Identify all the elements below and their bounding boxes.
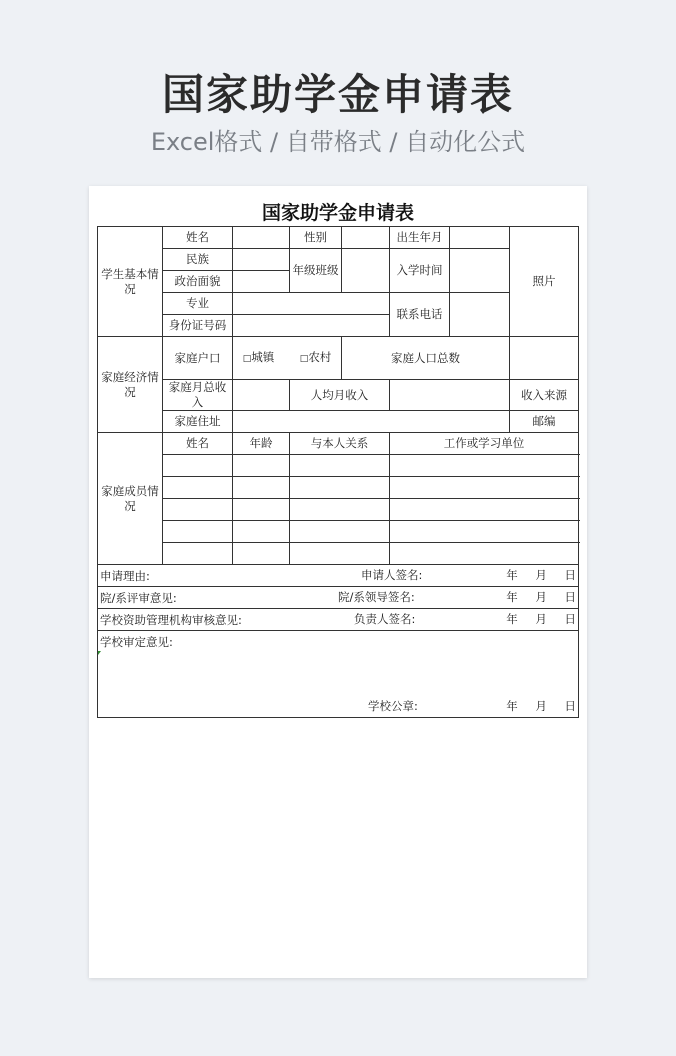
members-header-age: 年龄 <box>233 433 290 455</box>
name-field[interactable] <box>233 227 290 249</box>
postcode-label: 邮编 <box>510 411 579 433</box>
school-date-label: 年 月 日 <box>506 699 576 713</box>
student-section-label: 学生基本情况 <box>98 227 163 337</box>
birth-label: 出生年月 <box>390 227 450 249</box>
dept-sign-label: 院/系领导签名: <box>338 590 415 604</box>
members-section-label: 家庭成员情况 <box>98 433 163 565</box>
applicant-sign-label: 申请人签名: <box>361 568 423 582</box>
photo-cell: 照片 <box>510 227 579 337</box>
member-age-cell[interactable] <box>233 543 290 565</box>
id-number-field[interactable] <box>233 315 390 337</box>
phone-label: 联系电话 <box>390 293 450 337</box>
dept-date-label: 年 月 日 <box>506 590 576 604</box>
member-row <box>98 521 579 543</box>
monthly-income-field[interactable] <box>233 380 290 411</box>
school-opinion-box[interactable] <box>98 631 579 718</box>
member-relation-cell[interactable] <box>290 521 390 543</box>
member-name-cell[interactable] <box>163 477 233 499</box>
member-relation-cell[interactable] <box>290 455 390 477</box>
urban-label: 城镇 <box>251 349 275 364</box>
member-relation-cell[interactable] <box>290 477 390 499</box>
birth-field[interactable] <box>450 227 510 249</box>
applicant-date-label: 年 月 日 <box>506 568 576 582</box>
member-row <box>98 455 579 477</box>
member-name-cell[interactable] <box>163 543 233 565</box>
cell-marker-icon <box>98 651 101 655</box>
banner-title: 国家助学金申请表 <box>161 70 514 119</box>
gender-label: 性别 <box>290 227 342 249</box>
member-name-cell[interactable] <box>163 499 233 521</box>
form-sheet <box>89 186 587 978</box>
members-header-workplace: 工作或学习单位 <box>390 433 579 455</box>
school-seal-label: 学校公章: <box>368 699 418 713</box>
member-age-cell[interactable] <box>233 499 290 521</box>
dept-opinion-label: 院/系评审意见: <box>100 591 177 605</box>
rural-label: 农村 <box>308 349 332 364</box>
name-label: 姓名 <box>163 227 233 249</box>
agency-opinion-label: 学校资助管理机构审核意见: <box>100 613 242 627</box>
household-label: 家庭户口 <box>163 337 233 380</box>
enroll-time-field[interactable] <box>450 249 510 293</box>
member-row <box>98 499 579 521</box>
member-workplace-cell[interactable] <box>390 455 579 477</box>
family-size-label: 家庭人口总数 <box>342 337 510 380</box>
dept-opinion-box[interactable] <box>98 587 579 609</box>
member-relation-cell[interactable] <box>290 499 390 521</box>
agency-sign-label: 负责人签名: <box>354 612 416 626</box>
agency-opinion-box[interactable] <box>98 609 579 631</box>
member-age-cell[interactable] <box>233 521 290 543</box>
id-number-label: 身份证号码 <box>163 315 233 337</box>
ethnicity-field[interactable] <box>233 249 290 271</box>
phone-field[interactable] <box>450 293 510 337</box>
member-workplace-cell[interactable] <box>390 477 579 499</box>
major-label: 专业 <box>163 293 233 315</box>
urban-checkbox[interactable]: □ <box>242 353 252 364</box>
political-label: 政治面貌 <box>163 271 233 293</box>
banner-subtitle: Excel格式 / 自带格式 / 自动化公式 <box>150 128 526 156</box>
members-header-relation: 与本人关系 <box>290 433 390 455</box>
members-header-name: 姓名 <box>163 433 233 455</box>
member-row <box>98 543 579 565</box>
member-relation-cell[interactable] <box>290 543 390 565</box>
form-title: 国家助学金申请表 <box>261 202 414 224</box>
income-source-label: 收入来源 <box>510 380 579 411</box>
address-field[interactable] <box>233 411 510 433</box>
family-size-field[interactable] <box>510 337 579 380</box>
major-field[interactable] <box>233 293 390 315</box>
per-capita-field[interactable] <box>390 380 510 411</box>
member-workplace-cell[interactable] <box>390 521 579 543</box>
enroll-time-label: 入学时间 <box>390 249 450 293</box>
member-row <box>98 477 579 499</box>
member-workplace-cell[interactable] <box>390 543 579 565</box>
member-workplace-cell[interactable] <box>390 499 579 521</box>
school-opinion-label: 学校审定意见: <box>100 635 173 649</box>
member-age-cell[interactable] <box>233 477 290 499</box>
agency-date-label: 年 月 日 <box>506 612 576 626</box>
member-name-cell[interactable] <box>163 521 233 543</box>
gender-field[interactable] <box>342 227 390 249</box>
rural-checkbox[interactable]: □ <box>299 353 309 364</box>
household-options[interactable] <box>233 337 342 380</box>
reason-box[interactable] <box>98 565 579 587</box>
grade-class-label: 年级班级 <box>290 249 342 293</box>
ethnicity-label: 民族 <box>163 249 233 271</box>
family-section-label: 家庭经济情况 <box>98 337 163 433</box>
reason-label: 申请理由: <box>100 569 150 583</box>
political-field[interactable] <box>233 271 290 293</box>
per-capita-label: 人均月收入 <box>290 380 390 411</box>
address-label: 家庭住址 <box>163 411 233 433</box>
member-name-cell[interactable] <box>163 455 233 477</box>
application-table <box>97 226 579 718</box>
monthly-income-label: 家庭月总收入 <box>163 380 233 411</box>
grade-class-field[interactable] <box>342 249 390 293</box>
member-age-cell[interactable] <box>233 455 290 477</box>
